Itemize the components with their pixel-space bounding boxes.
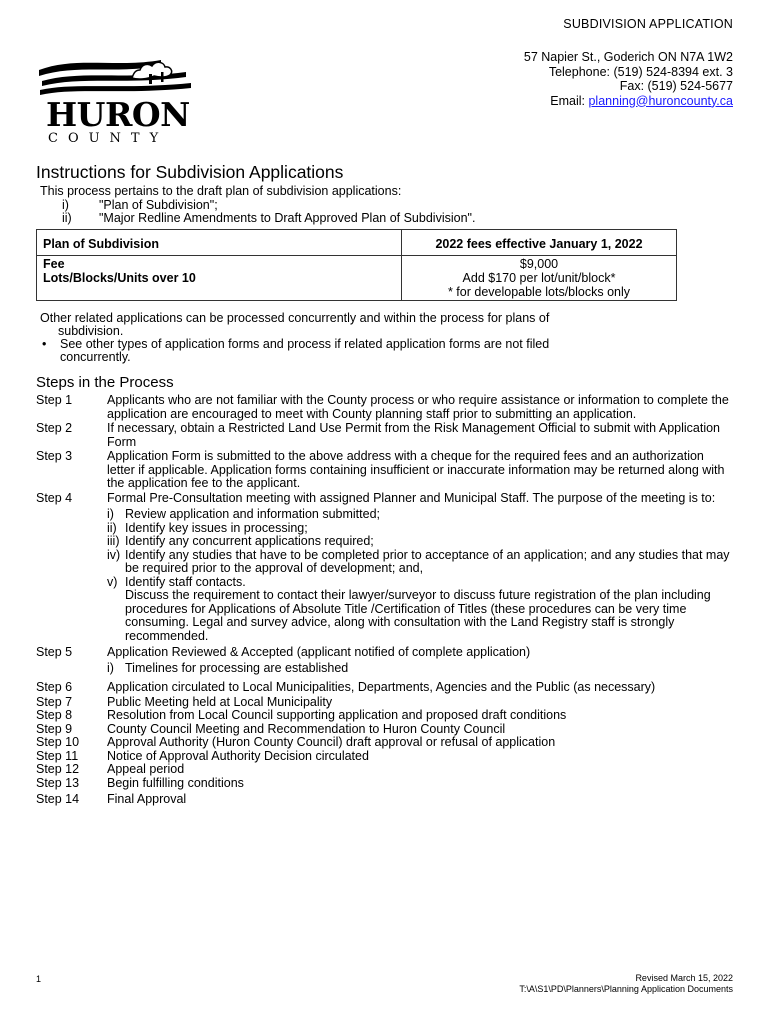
subitem-text: Timelines for processing are established [125,660,349,675]
step-text: Begin fulfilling conditions [107,775,244,790]
revised-date: Revised March 15, 2022 [635,973,733,983]
step-item [36,763,736,777]
intro-item-num: i) [62,197,69,212]
step-item [36,492,736,647]
related-bullet-line1: See other types of application forms and process if related application forms are not filed [60,337,550,351]
step4-subitem [107,576,735,590]
subitem-num: iii) [107,534,120,548]
step-label: Step 3 [36,449,73,463]
step-label: Step 8 [36,708,73,722]
step4-note: Discuss the requirement to contact their lawyer/surveyor to discuss future registration of the plan including procedures for Applications of Absolute Title /Certification of Titles (these procedures can be very time consuming. Legal and survey advice, along with consultation with the Land Registry staff is strongly recommended. [125,588,711,643]
subitem-text: Review application and information submitted; [125,507,380,521]
intro-item-num: ii) [62,211,72,225]
step-item [36,750,736,764]
fees-row-label: Fee [37,256,402,272]
page-number: 1 [36,974,42,984]
step-label: Step 9 [36,721,73,736]
step-body [107,646,735,681]
step-text: Application Form is submitted to the above address with a cheque for the required fees and an authorization letter if applicable. Application forms containing insufficient or inaccurate information may be returned along with the application fee to the applicant. [107,449,725,490]
subitem-num: iv) [107,547,121,562]
step-text: Public Meeting held at Local Municipality [107,694,333,709]
step-item [36,793,736,807]
fees-row-label: Lots/Blocks/Units over 10 [37,271,402,301]
step-item [36,394,736,421]
step-text: Formal Pre-Consultation meeting with assigned Planner and Municipal Staff. The purpose of the meeting is to: [107,490,716,505]
steps-list [36,394,736,807]
footer-revision [519,973,733,995]
subitem-text: Identify key issues in processing; [125,520,308,535]
fees-row-value-text: Add $170 per lot/unit/block* [462,271,616,285]
step-item [36,709,736,723]
step-text: Applicants who are not familiar with the County process or who require assistance or information to complete the application are encouraged to meet with County planning staff prior to submitting an application. [107,393,729,421]
bullet-icon: • [42,337,47,351]
fees-table [36,229,677,301]
subitem-text: Identify staff contacts. [125,574,246,589]
telephone-line: Telephone: (519) 524-8394 ext. 3 [548,64,733,79]
step-label: Step 4 [36,490,73,505]
fees-row-value: $9,000 [402,256,677,272]
intro-block [40,185,475,226]
email-line [524,94,733,109]
subitem-num: i) [107,507,114,521]
step-text: Final Approval [107,792,187,806]
step-text: Notice of Approval Authority Decision circulated [107,748,369,763]
step-label: Step 6 [36,680,73,694]
fees-table-row [37,271,677,301]
related-bullet-line2: concurrently. [60,350,131,364]
step-item [36,646,736,681]
step-label: Step 11 [36,748,79,763]
steps-title: Steps in the Process [36,374,174,391]
document-path: T:\A\S1\PD\Planners\Planning Application Documents [519,984,733,994]
subitem-num: v) [107,574,118,589]
step-item [36,723,736,737]
intro-item [40,212,475,226]
step-text: Application circulated to Local Municipalities, Departments, Agencies and the Public (as necessary) [107,680,656,694]
step-item [36,736,736,750]
step-label: Step 10 [36,735,80,749]
email-label: Email: [550,93,589,108]
step-item [36,450,736,491]
step-label: Step 12 [36,762,80,776]
step-item [36,681,736,695]
step-text: If necessary, obtain a Restricted Land Use Permit from the Risk Management Official to submit with Application Form [107,421,721,449]
step-label: Step 7 [36,694,73,709]
related-line2: subdivision. [58,324,124,338]
subitem-text: Identify any concurrent applications required; [125,534,374,548]
intro-item-text: "Plan of Subdivision"; [99,197,218,212]
step4-subitem [107,522,735,536]
huron-county-logo [36,50,201,150]
related-applications-note [40,312,680,364]
related-bullet [40,338,680,364]
step-text: Approval Authority (Huron County Council) draft approval or refusal of application [107,735,556,749]
fees-table-header [37,230,677,256]
step-item [36,777,736,791]
fax-line: Fax: (519) 524-5677 [619,79,733,93]
subitem-num: i) [107,660,114,675]
form-header-label: SUBDIVISION APPLICATION [563,17,733,31]
fees-footnote: * for developable lots/blocks only [447,285,631,299]
step4-subitem [107,508,735,522]
fees-table-row [37,256,677,272]
step-text: Appeal period [107,762,185,776]
step-label: Step 13 [36,775,80,790]
intro-lead: This process pertains to the draft plan of subdivision applications: [40,184,402,198]
fees-col2-header: 2022 fees effective January 1, 2022 [402,230,677,256]
logo-wordmark-huron: HURON [46,95,190,134]
step-text: Application Reviewed & Accepted (applicant notified of complete application) [107,645,531,659]
step-label: Step 14 [36,792,80,806]
logo-wordmark-county: COUNTY [48,131,169,146]
subitem-num: ii) [107,520,117,535]
subitem-text: Identify any studies that have to be completed prior to acceptance of an application; and any studies that may be required prior to the approval of development; and, [125,547,730,575]
step-label: Step 1 [36,393,73,407]
step-text: County Council Meeting and Recommendation to Huron County Council [107,721,506,736]
fees-row-value [402,271,677,301]
step4-subitem [107,535,735,549]
step-item [36,422,736,449]
contact-block [524,50,733,108]
page-title: Instructions for Subdivision Applications [36,162,344,182]
fees-col1-header: Plan of Subdivision [37,230,402,256]
intro-item [40,199,475,213]
step-label: Step 5 [36,645,73,659]
address-line: 57 Napier St., Goderich ON N7A 1W2 [523,50,733,64]
step5-subitem [107,662,735,676]
intro-item-text: "Major Redline Amendments to Draft Approved Plan of Subdivision". [99,211,476,225]
step4-subitem [107,549,735,576]
step-text: Resolution from Local Council supporting application and proposed draft conditions [107,708,567,722]
step-label: Step 2 [36,421,73,435]
related-line1: Other related applications can be processed concurrently and within the process for plans of [40,311,550,325]
step-body [107,492,735,647]
email-link[interactable]: planning@huroncounty.ca [588,93,733,108]
step-item [36,696,736,710]
